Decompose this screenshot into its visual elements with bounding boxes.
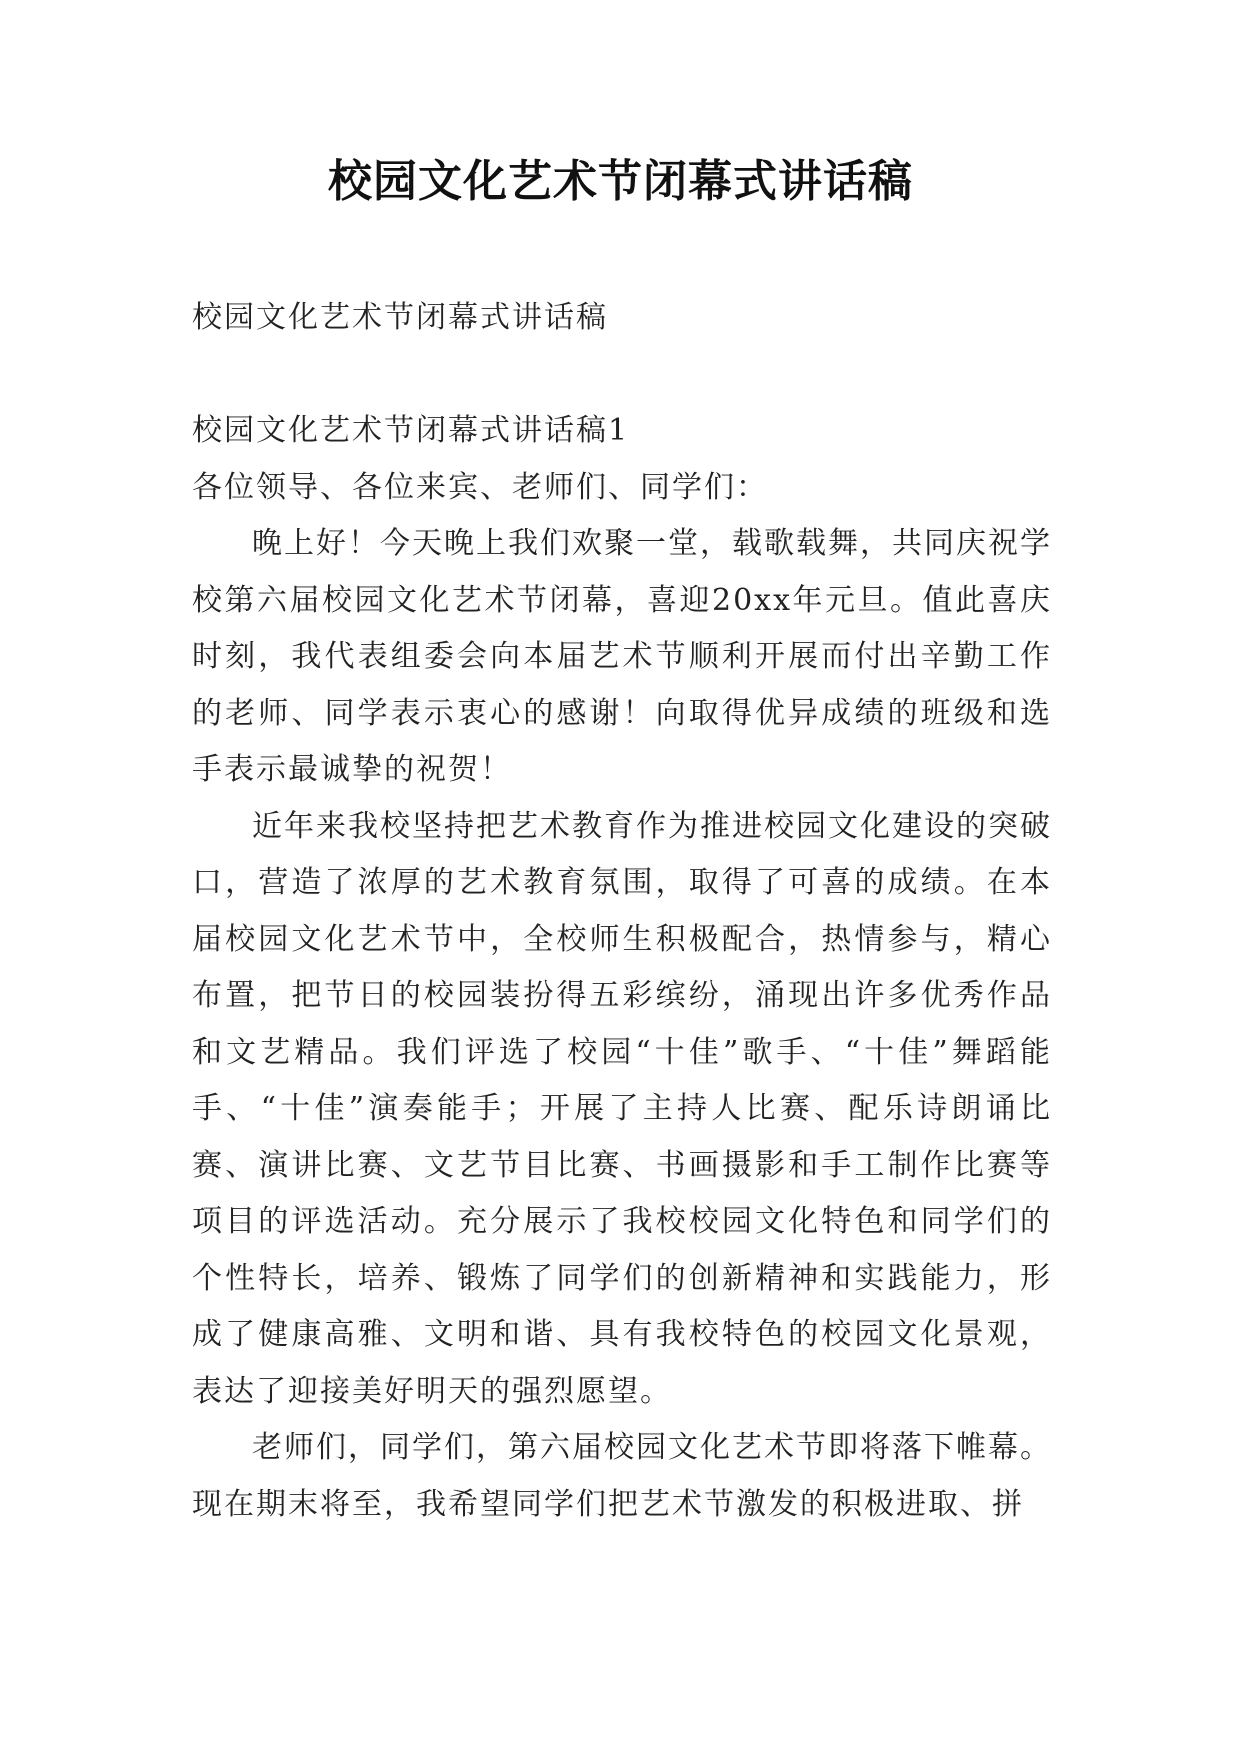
section-heading: 校园文化艺术节闭幕式讲话稿1 <box>192 413 630 448</box>
paragraph-achievements: 近年来我校坚持把艺术教育作为推进校园文化建设的突破口，营造了浓厚的艺术教育氛围，取得了可喜的成绩。在本届校园文化艺术节中，全校师生积极配合，热情参与，精心布置，把节日的校园装扮得五彩缤纷，涌现出许多优秀作品和文艺精品。我们评选了校园“十佳”歌手、“十佳”舞蹈能手、“十佳”演奏能手；开展了主持人比赛、配乐诗朗诵比赛、演讲比赛、文艺节目比赛、书画摄影和手工制作比赛等项目的评选活动。充分展示了我校校园文化特色和同学们的个性特长，培养、锻炼了同学们的创新精神和实践能力，形成了健康高雅、文明和谐、具有我校特色的校园文化景观，表达了迎接美好明天的强烈愿望。 <box>192 808 1052 1409</box>
document-body <box>192 403 1052 1533</box>
paragraph-closing: 老师们，同学们，第六届校园文化艺术节即将落下帷幕。现在期末将至，我希望同学们把艺术节激发的积极进取、拼 <box>192 1430 1052 1522</box>
document-title: 校园文化艺术节闭幕式讲话稿 <box>328 156 913 207</box>
document-subtitle: 校园文化艺术节闭幕式讲话稿 <box>192 300 608 335</box>
salutation: 各位领导、各位来宾、老师们、同学们： <box>192 469 768 505</box>
paragraph-greeting: 晚上好！今天晚上我们欢聚一堂，载歌载舞，共同庆祝学校第六届校园文化艺术节闭幕，喜迎20xx年元旦。值此喜庆时刻，我代表组委会向本届艺术节顺利开展而付出辛勤工作的老师、同学表示衷心的感谢！向取得优异成绩的班级和选手表示最诚挚的祝贺！ <box>192 526 1052 787</box>
